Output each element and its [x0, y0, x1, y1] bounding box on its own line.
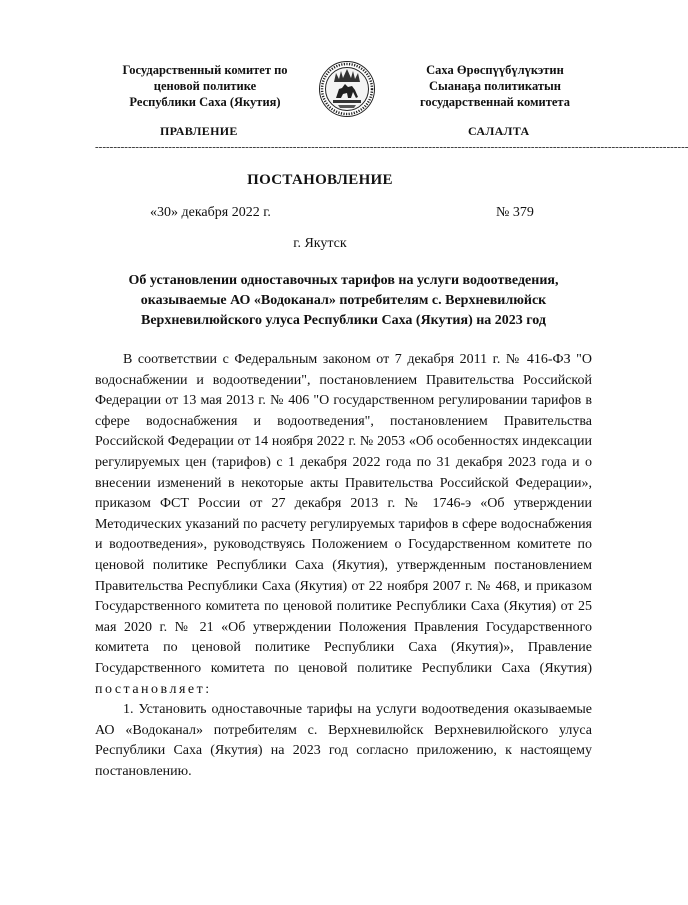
document-body — [95, 350, 592, 782]
document-type: ПОСТАНОВЛЕНИЕ — [247, 172, 393, 188]
header-left-line-1: Государственный комитет по — [122, 63, 288, 77]
header-left-line-3: Республики Саха (Якутия) — [129, 95, 281, 109]
header-right-line-1: Саха Өрөспүүбүлүкэтин — [426, 63, 564, 77]
item-1-paragraph: 1. Установить одноставочные тарифы на услуги водоотведения оказываемые АО «Водоканал» потребителям с. Верхневилюйск Верхневилюйского улуса Республики Саха (Якутия) на 2023 год согласно приложению, к настоящему постановлению. — [95, 702, 592, 779]
document-date: «30» декабря 2022 г. — [150, 205, 271, 220]
header-right-line-3: государственнай комитета — [420, 95, 570, 109]
document-heading: Об установлении одноставочных тарифов на услуги водоотведения, оказываемые АО «Водоканал» потребителям с. Верхневилюйск Верхневилюйского улуса Республики Саха (Якутия) на 2023 год — [128, 273, 559, 328]
decree-word: постановляет: — [95, 681, 212, 697]
header-left-block — [105, 62, 305, 110]
header-divider: ------------------------------------------------------------------------------------------------------------------------------------------------------------------ — [95, 141, 688, 153]
board-label-ru: ПРАВЛЕНИЕ — [160, 124, 238, 138]
preamble-text: В соответствии с Федеральным законом от 7 декабря 2011 г. № 416-ФЗ "О водоснабжении и водоотведении", постановлением Правительства Российской Федерации от 13 мая 2013 г. № 406 "О государственном регулировании тарифов в сфере водоснабжения и водоотведения", постановлением Правительства Российской Федерации от 14 ноября 2022 г. № 2053 «Об особенностях индексации регулируемых цен (тарифов) с 1 декабря 2022 года по 31 декабря 2023 года и о внесении изменений в некоторые акты Правительства Российской Федерации», приказом ФСТ России от 27 декабря 2013 г. № 1746-э «Об утверждении Методических указаний по расчету регулируемых тарифов в сфере водоснабжения и водоотведения», руководствуясь Положением о Государственном комитете по ценовой политике Республики Саха (Якутия), утвержденным постановлением Правительства Республики Саха (Якутия) от 22 ноября 2007 г. № 468, и приказом Государственного комитета по ценовой политике Республики Саха (Якутия) от 25 мая 2020 г. № 21 «Об утверждении Положения Правления Государственного комитета по ценовой политике Республики Саха (Якутия)», Правление Государственного комитета по ценовой политике Республики Саха (Якутия) — [95, 352, 592, 676]
document-number: № 379 — [496, 205, 534, 220]
board-label-sakha: САЛАЛТА — [468, 124, 530, 138]
header-left-line-2: ценовой политике — [153, 79, 257, 93]
yakutia-coat-of-arms-icon — [318, 60, 376, 118]
header-right-block — [410, 62, 580, 110]
preamble-paragraph — [95, 350, 592, 700]
document-city: г. Якутск — [293, 236, 347, 251]
header-right-line-2: Сыанаҕа политикатын — [429, 79, 561, 93]
